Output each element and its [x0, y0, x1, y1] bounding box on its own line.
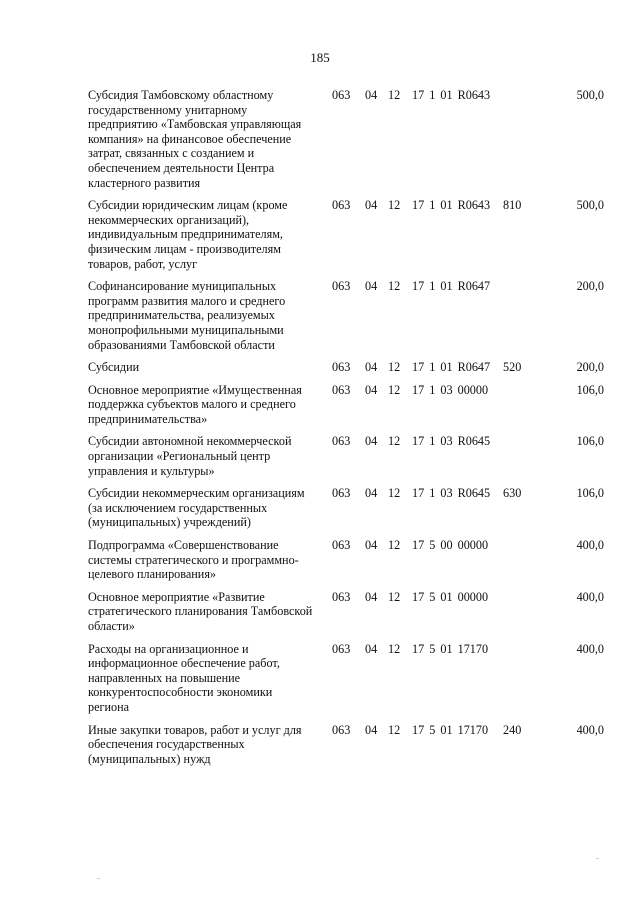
row-subsection-code: 12 — [388, 198, 401, 213]
row-amount: 500,0 — [576, 88, 604, 102]
row-ved-code: 063 — [332, 198, 351, 213]
row-subsection-code: 12 — [388, 722, 401, 737]
row-description: Субсидии некоммерческим организациям (за исключением государственных (муниципальных) учреждений) — [88, 486, 305, 530]
row-subsection-code: 12 — [388, 382, 401, 397]
row-section-code: 04 — [365, 641, 378, 656]
row-description: Подпрограмма «Совершенствование системы стратегического и программно-целевого планирования» — [88, 538, 299, 582]
row-amount: 400,0 — [576, 589, 604, 604]
row-subsection-code: 12 — [388, 360, 401, 375]
row-amount: 400,0 — [576, 538, 604, 553]
row-target-article: 17 1 03 00000 — [412, 382, 489, 397]
row-expense-type: 240 — [503, 722, 522, 737]
budget-table — [88, 88, 608, 774]
table-row — [88, 723, 608, 767]
page-number: 185 — [310, 50, 330, 65]
row-section-code: 04 — [365, 434, 378, 449]
row-amount: 200,0 — [576, 279, 604, 294]
row-amount: 500,0 — [576, 198, 604, 213]
row-section-code: 04 — [365, 589, 378, 604]
row-section-code: 04 — [365, 722, 378, 737]
row-target-article: 17 5 01 00000 — [412, 589, 489, 604]
row-target-article: 17 5 01 17170 — [412, 722, 489, 737]
row-amount: 400,0 — [576, 641, 604, 656]
row-target-article: 17 1 03 R0645 — [412, 486, 491, 501]
table-row — [88, 642, 608, 715]
row-section-code: 04 — [365, 382, 378, 397]
row-description: Субсидии автономной некоммерческой организации «Региональный центр управления и культуры» — [88, 434, 292, 478]
row-description: Софинансирование муниципальных программ развития малого и среднего предпринимательства, реализуемых монопрофильными муниципальными образованиями Тамбовской области — [88, 279, 286, 352]
row-ved-code: 063 — [332, 589, 351, 604]
row-expense-type: 810 — [503, 198, 522, 213]
row-ved-code: 063 — [332, 722, 351, 737]
row-section-code: 04 — [365, 198, 378, 213]
row-subsection-code: 12 — [388, 279, 401, 294]
table-row — [88, 486, 608, 530]
table-row — [88, 360, 608, 375]
row-subsection-code: 12 — [388, 434, 401, 449]
row-description: Субсидия Тамбовскому областному государственному унитарному предприятию «Тамбовская управляющая компания» на финансовое обеспечение затрат, связанных с созданием и обеспечением деятельности Центра кластерного развития — [88, 88, 302, 190]
row-description: Субсидии — [88, 360, 140, 375]
row-section-code: 04 — [365, 486, 378, 501]
row-section-code: 04 — [365, 279, 378, 294]
table-row — [88, 434, 608, 478]
row-section-code: 04 — [365, 538, 378, 553]
row-target-article: 17 1 01 R0643 — [412, 198, 491, 213]
row-ved-code: 063 — [332, 434, 351, 449]
table-row — [88, 198, 608, 271]
row-target-article: 17 1 01 R0643 — [412, 88, 491, 102]
row-amount: 106,0 — [576, 382, 604, 397]
row-description: Основное мероприятие «Имущественная поддержка субъектов малого и среднего предпринимательства» — [88, 382, 302, 426]
row-section-code: 04 — [365, 360, 378, 375]
table-row — [88, 383, 608, 427]
row-amount: 200,0 — [576, 360, 604, 375]
row-target-article: 17 1 03 R0645 — [412, 434, 491, 449]
scan-artifact — [97, 878, 100, 879]
row-section-code: 04 — [365, 88, 378, 102]
row-expense-type: 630 — [503, 486, 522, 501]
row-amount: 106,0 — [576, 434, 604, 449]
row-expense-type: 520 — [503, 360, 522, 375]
row-subsection-code: 12 — [388, 538, 401, 553]
row-subsection-code: 12 — [388, 641, 401, 656]
row-ved-code: 063 — [332, 360, 351, 375]
row-target-article: 17 5 00 00000 — [412, 538, 489, 553]
row-target-article: 17 1 01 R0647 — [412, 279, 491, 294]
row-amount: 106,0 — [576, 486, 604, 501]
scan-artifact — [596, 858, 599, 859]
row-amount: 400,0 — [576, 722, 604, 737]
row-subsection-code: 12 — [388, 589, 401, 604]
row-ved-code: 063 — [332, 88, 351, 102]
row-description: Расходы на организационное и информационное обеспечение работ, направленных на повышение конкурентоспособности экономики региона — [88, 641, 280, 714]
row-ved-code: 063 — [332, 382, 351, 397]
table-row — [88, 538, 608, 582]
row-description: Субсидии юридическим лицам (кроме некоммерческих организаций), индивидуальным предпринимателям, физическим лицам - производителям товаров, работ, услуг — [88, 198, 288, 271]
row-target-article: 17 5 01 17170 — [412, 641, 489, 656]
table-row — [88, 590, 608, 634]
row-ved-code: 063 — [332, 641, 351, 656]
row-ved-code: 063 — [332, 538, 351, 553]
row-subsection-code: 12 — [388, 88, 401, 102]
row-ved-code: 063 — [332, 486, 351, 501]
row-target-article: 17 1 01 R0647 — [412, 360, 491, 375]
row-description: Иные закупки товаров, работ и услуг для обеспечения государственных (муниципальных) нужд — [88, 722, 302, 766]
row-description: Основное мероприятие «Развитие стратегического планирования Тамбовской области» — [88, 589, 313, 633]
row-subsection-code: 12 — [388, 486, 401, 501]
row-ved-code: 063 — [332, 279, 351, 294]
table-row — [88, 279, 608, 352]
table-row — [88, 88, 608, 190]
